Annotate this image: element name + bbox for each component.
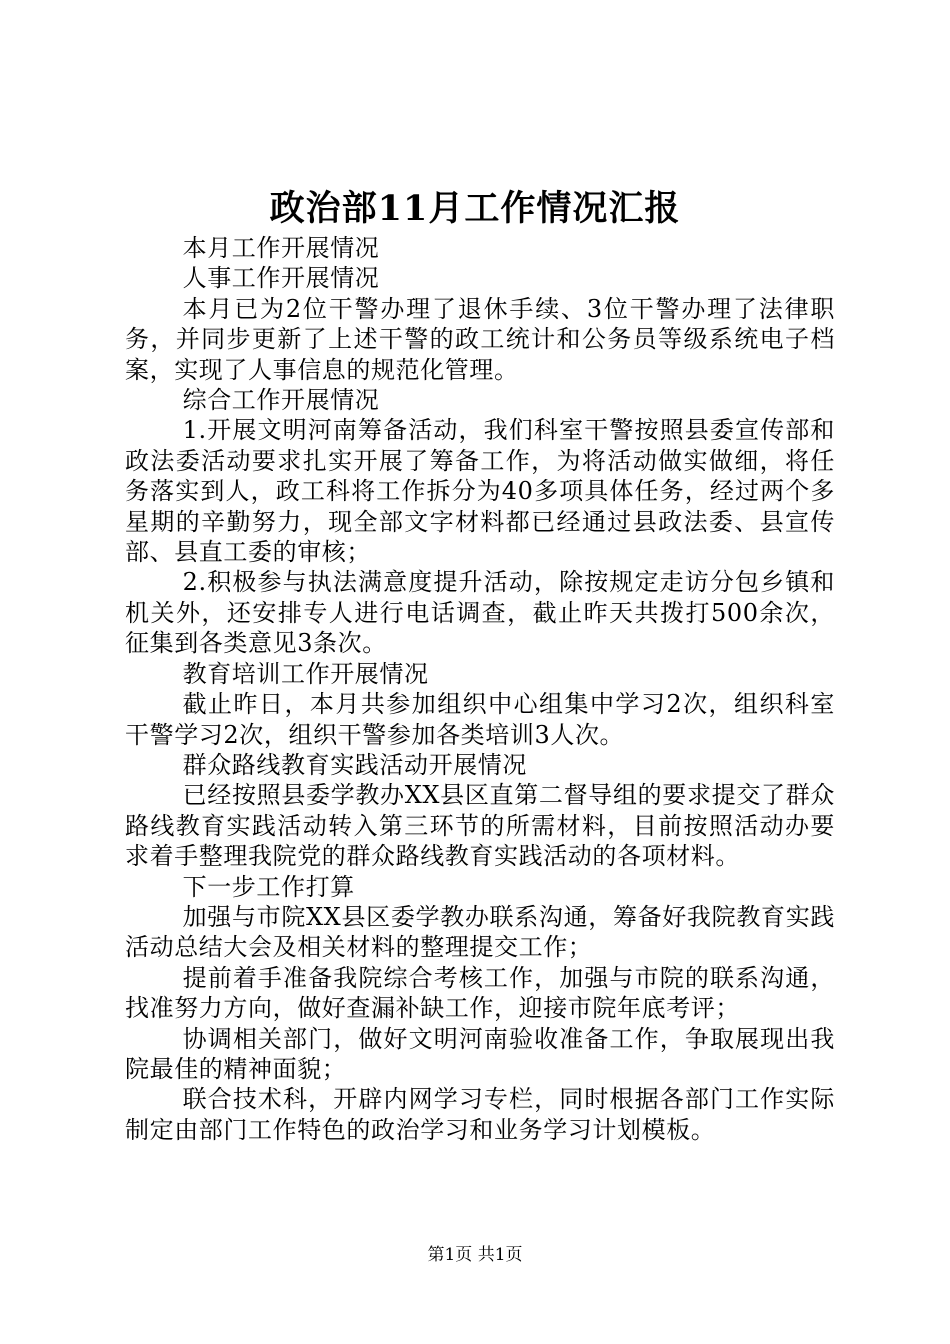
document-body — [125, 233, 835, 1145]
document-title: 政治部11月工作情况汇报 — [269, 188, 681, 229]
paragraph-training: 截止昨日，本月共参加组织中心组集中学习2次，组织科室干警学习2次，组织干警参加各类培训3人次。 — [125, 690, 835, 749]
page-footer: 第1页 共1页 — [427, 1245, 523, 1265]
paragraph-mass-line: 已经按照县委学教办XX县区直第二督导组的要求提交了群众路线教育实践活动转入第三环节的所需材料，目前按照活动办要求着手整理我院党的群众路线教育实践活动的各项材料。 — [125, 781, 835, 871]
section-heading-mass-line: 群众路线教育实践活动开展情况 — [182, 750, 527, 779]
paragraph-next-step-4: 联合技术科，开辟内网学习专栏，同时根据各部门工作实际制定由部门工作特色的政治学习和业务学习计划模板。 — [125, 1085, 835, 1144]
paragraph-comprehensive-item-2: 2.积极参与执法满意度提升活动，除按规定走访分包乡镇和机关外，还安排专人进行电话调查，截止昨天共拨打500余次，征集到各类意见3条次。 — [125, 568, 835, 658]
paragraph-next-step-3: 协调相关部门，做好文明河南验收准备工作，争取展现出我院最佳的精神面貌； — [125, 1024, 835, 1083]
section-heading-next-steps: 下一步工作打算 — [182, 872, 355, 901]
paragraph-next-step-1: 加强与市院XX县区委学教办联系沟通，筹备好我院教育实践活动总结大会及相关材料的整理提交工作； — [125, 902, 835, 962]
section-heading-monthly-work: 本月工作开展情况 — [182, 234, 380, 262]
paragraph-comprehensive-item-1: 1.开展文明河南筹备活动，我们科室干警按照县委宣传部和政法委活动要求扎实开展了筹备工作，为将活动做实做细，将任务落实到人，政工科将工作拆分为40多项具体任务，经过两个多星期的辛勤努力，现全部文字材料都已经通过县政法委、县宣传部、县直工委的审核； — [125, 416, 835, 567]
paragraph-personnel: 本月已为2位干警办理了退休手续、3位干警办理了法律职务，并同步更新了上述干警的政工统计和公务员等级系统电子档案，实现了人事信息的规范化管理。 — [125, 294, 835, 384]
paragraph-next-step-2: 提前着手准备我院综合考核工作，加强与市院的联系沟通，找准努力方向，做好查漏补缺工作，迎接市院年底考评； — [125, 963, 835, 1023]
section-heading-training: 教育培训工作开展情况 — [182, 659, 429, 688]
section-heading-personnel: 人事工作开展情况 — [182, 264, 380, 293]
section-heading-comprehensive: 综合工作开展情况 — [182, 386, 380, 415]
